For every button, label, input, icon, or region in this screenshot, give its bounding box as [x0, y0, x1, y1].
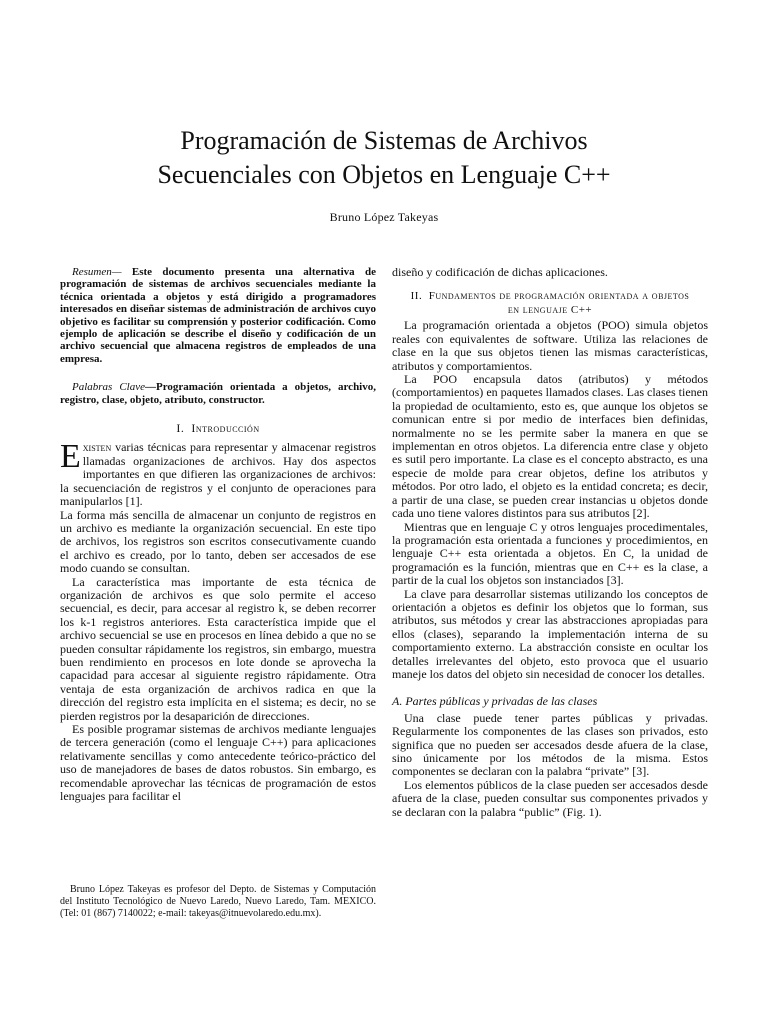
keywords [60, 381, 376, 406]
author-name: Bruno López Takeyas [329, 210, 439, 224]
partes-paragraph-2: Los elementos públicos de la clase pueden ser accesados desde afuera de la clase, pueden consultar sus componentes privados y se declaran con la palabra “public” (Fig. 1). [392, 777, 708, 819]
poo-paragraph-3: Mientras que en lenguaje C y otros lenguajes procedimentales, la programación esta orientada a funciones y procedimientos, en lenguaje C++ esta orientada a objetos. En C, la unidad de programación es la función, mientras que en C++ es la clase, a partir de la cual los objetos son instanciados [3]. [392, 519, 708, 588]
first-word-rest: xisten [82, 440, 112, 455]
poo-paragraph-4: La clave para desarrollar sistemas utilizando los conceptos de orientación a objetos es definir los objetos que lo forman, sus atributos, sus métodos y crear las abstracciones apropiadas para ellos (clases), separando la implementación interna de su comportamiento externo. La abstracción consiste en ocultar los detalles irrelevantes del objeto, esto provoca que el usuario maneje los datos del objeto sin necesidad de conocer los detalles. [392, 586, 708, 681]
abstract [60, 266, 376, 365]
section-heading-fundamentos: II. Fundamentos de programación orientada a objetos en lenguaje C++ [410, 290, 690, 317]
intro-paragraph-3: La característica mas importante de esta técnica de organización de archivos es que solo permite el acceso secuencial, es decir, para accesar al registro k, se deben recorrer los k-1 registros anteriores. Esta característica impide que el archivo secuencial se use en procesos en línea debido a que no se pueden consultar rápidamente los registros, sin embargo, muestra buen rendimiento en procesos en lote donde se aprovecha la capacidad para accesar al siguiente registro rápidamente. Otra ventaja de esta organización de archivos radica en que la dirección del registro esta implícita en el sistema; es decir, no se pierden registros por la desaparición de direcciones. [60, 574, 376, 723]
intro-paragraph-1: Existen varias técnicas para representar y almacenar registros llamadas organizaciones de archivos. Hay dos aspectos importantes en que difieren las organizaciones de archivos: la secuenciación de registros y el conjunto de operaciones para manipularlos [1]. [60, 438, 376, 509]
keywords-text: —Programación orientada a objetos, archivo, registro, clase, objeto, atributo, constructor. [60, 381, 376, 406]
keywords-label: Palabras Clave [72, 381, 145, 394]
abstract-label: Resumen— [72, 266, 122, 278]
intro-paragraph-4: Es posible programar sistemas de archivos mediante lenguajes de tercera generación (como el lenguaje C++) para aplicaciones relativamente sencillas y como antecedente teórico-práctico del uso de manejadores de bases de datos robustos. Sin embargo, es recomendable aprovechar las técnicas de programación de estos lenguajes para facilitar el [60, 722, 376, 804]
intro-paragraph-4-continued: diseño y codificación de dichas aplicaciones. [392, 265, 608, 279]
partes-paragraph-1: Una clase puede tener partes públicas y privadas. Regularmente los componentes de las clases son privados, esto significa que no pueden ser accesados desde afuera de la clase, sino únicamente por los métodos de la misma. Estos componentes se declaran con la palabra “private” [3]. [392, 710, 708, 779]
title-line-2: Secuenciales con Objetos en Lenguaje C++ [157, 160, 611, 189]
intro-paragraph-2: La forma más sencilla de almacenar un conjunto de registros en un archivo es mediante la organización secuencial. En este tipo de archivos, los registros son escritos consecutivamente cuando el archivo es creado, por lo tanto, deben ser accesados de ese modo cuando se consultan. [60, 507, 376, 576]
poo-paragraph-1: La programación orientada a objetos (POO) simula objetos reales con equivalentes de software. Utiliza las relaciones de clase en la que sus objetos tienen las mismas características, atributos y comportamientos. [392, 318, 708, 373]
abstract-text: Este documento presenta una alternativa de programación de sistemas de archivos secuenciales mediante la técnica orientada a objetos y está dirigido a programadores interesados en diseñar sistemas de administración de archivos cuyo objetivo es facilitar su comprensión y posterior codificación. Como ejemplo de aplicación se describe el diseño y codificación de un archivo secuencial que almacena registros de empleados de una empresa. [60, 266, 376, 365]
paper-title [60, 124, 708, 192]
title-line-1: Programación de Sistemas de Archivos [180, 126, 588, 155]
section-heading-introduccion: I. Introducción [176, 421, 260, 436]
drop-cap: E [60, 438, 81, 476]
author-footnote: Bruno López Takeyas es profesor del Depto. de Sistemas y Computación del Instituto Tecnológico de Nuevo Laredo, Nuevo Laredo, Tam. MEXICO. (Tel: 01 (867) 7140022; e-mail: takeyas@itnuevolaredo.edu.mx). [60, 884, 376, 919]
left-column [60, 266, 376, 803]
subsection-heading-partes: A. Partes públicas y privadas de las clases [392, 694, 598, 709]
poo-paragraph-2: La POO encapsula datos (atributos) y métodos (comportamientos) en paquetes llamados clases. Las clases tienen la propiedad de ocultamiento, esto es, que aunque los objetos se comunican entre si por medio de interfaces bien definidas, normalmente no se les permite saber la manera en que se implementan en otros objetos. La diferencia entre clase y objeto es sutil pero importante. La clase es el concepto abstracto, es una especie de molde para crear objetos, define los atributos y métodos. Por otro lado, el objeto es la entidad concreta; es decir, a partir de una clase, se pueden crear instancias u objetos donde cada uno tiene valores distintos para sus atributos [2]. [392, 372, 708, 521]
right-column [392, 266, 708, 819]
